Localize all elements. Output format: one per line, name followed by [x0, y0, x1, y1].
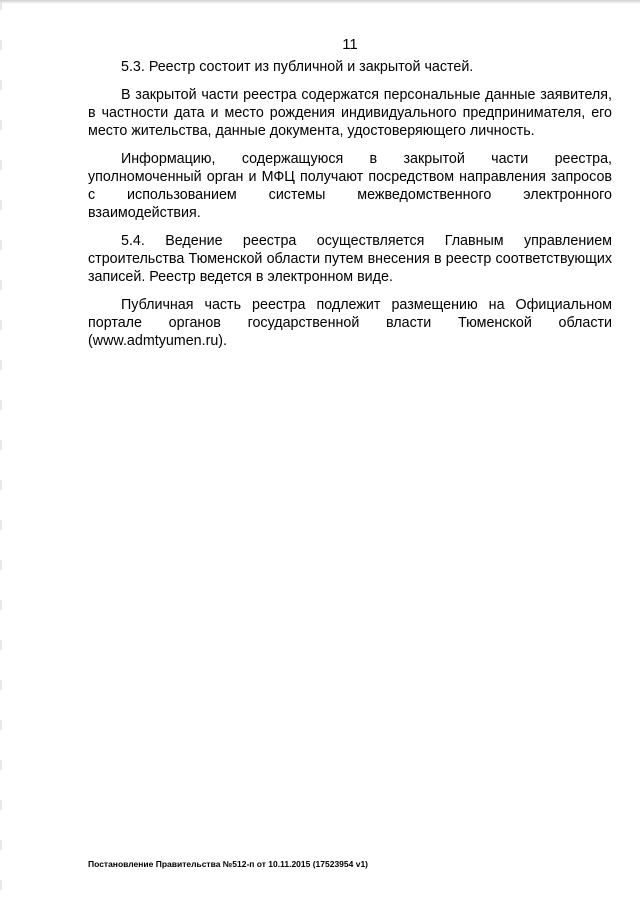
paragraph-information: Информацию, содержащуюся в закрытой части реестра, уполномоченный орган и МФЦ получают посредством направления запросов с использованием системы межведомственного электронного взаимодействия. [88, 151, 612, 221]
document-body [88, 58, 612, 360]
page-number: 11 [342, 36, 358, 53]
paragraph-5-4: 5.4. Ведение реестра осуществляется Главным управлением строительства Тюменской области путем внесения в реестр соответствующих записей. Реестр ведется в электронном виде. [88, 233, 612, 285]
paragraph-public-part: Публичная часть реестра подлежит размещению на Официальном портале органов государственной власти Тюменской области (www.admtyumen.ru). [88, 297, 612, 349]
document-footer: Постановление Правительства №512-п от 10.11.2015 (17523954 v1) [88, 859, 369, 869]
scan-left-edge [0, 0, 2, 905]
paragraph-closed-part: В закрытой части реестра содержатся персональные данные заявителя, в частности дата и место рождения индивидуального предпринимателя, его место жительства, данные документа, удостоверяющего личность. [88, 87, 612, 139]
scan-top-edge [0, 0, 640, 4]
paragraph-5-3: 5.3. Реестр состоит из публичной и закрытой частей. [121, 59, 474, 75]
